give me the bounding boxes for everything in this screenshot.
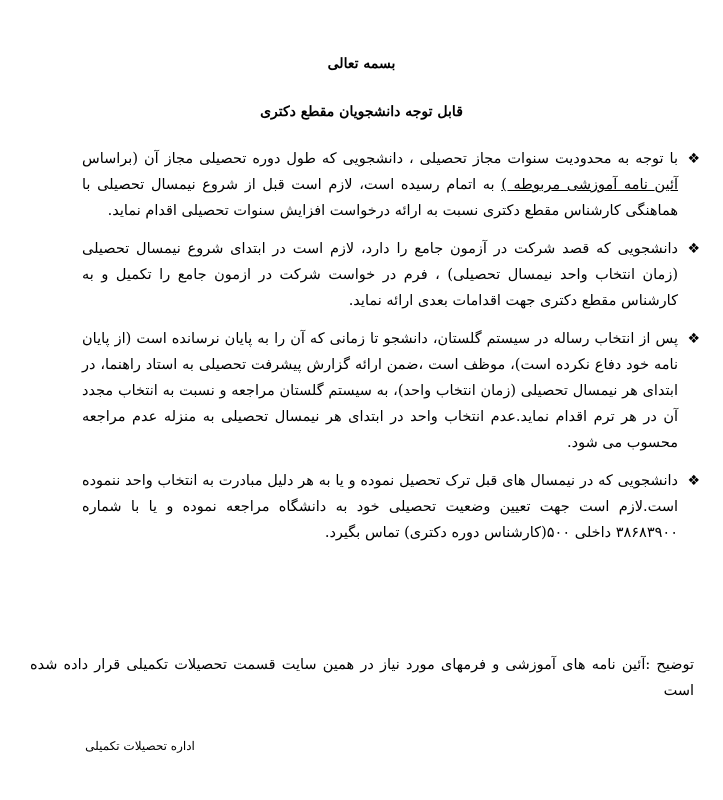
regulation-reference: آئین نامه آموزشی مربوطه ) bbox=[501, 177, 679, 193]
diamond-bullet-icon: ❖ bbox=[687, 473, 700, 489]
diamond-bullet-icon: ❖ bbox=[687, 331, 700, 347]
notice-item-extension bbox=[82, 146, 700, 224]
notice-item-text: دانشجویی که در نیمسال های قبل ترک تحصیل نموده و یا به هر دلیل مبادرت به انتخاب واحد ننموده است.لازم است جهت تعیین وضعیت تحصیلی خود به دانشگاه مراجعه نموده و یا با شماره ۳۸۶۸۳۹۰۰ داخلی ۵۰۰(کارشناس دوره دکتری) تماس بگیرد. bbox=[82, 473, 678, 541]
diamond-bullet-icon: ❖ bbox=[687, 241, 700, 257]
notice-item-dropout-status bbox=[82, 468, 700, 546]
notice-item-thesis-registration bbox=[82, 326, 700, 456]
notice-list bbox=[82, 146, 700, 546]
announcement-title: قابل توجه دانشجویان مقطع دکتری bbox=[260, 104, 463, 120]
basmala-heading: بسمه تعالی bbox=[327, 56, 396, 72]
notice-item-comprehensive-exam bbox=[82, 236, 700, 314]
office-signature: اداره تحصیلات تکمیلی bbox=[85, 739, 195, 753]
diamond-bullet-icon: ❖ bbox=[687, 151, 700, 167]
explanatory-note: توضیح :آئین نامه های آموزشی و فرمهای مورد نیاز در همین سایت قسمت تحصیلات تکمیلی قرار داده شده است bbox=[30, 657, 694, 699]
notice-item-text: پس از انتخاب رساله در سیستم گلستان، دانشجو تا زمانی که آن را به پایان نرسانده است (از پایان نامه خود دفاع نکرده است)، موظف است ،ضمن ارائه گزارش پیشرفت تحصیلی به استاد راهنما، در ابتدای هر نیمسال تحصیلی (زمان انتخاب واحد)، به سیستم گلستان مراجعه و نسبت به انتخاب مجدد آن در هر ترم اقدام نماید.عدم انتخاب واحد در ابتدای هر نیمسال تحصیلی به منزله عدم مراجعه محسوب می شود. bbox=[82, 331, 678, 451]
notice-item-text: دانشجویی که قصد شرکت در آزمون جامع را دارد، لازم است در ابتدای شروع نیمسال تحصیلی (زمان انتخاب واحد نیمسال تحصیلی) ، فرم در خواست شرکت در ازمون جامع را تکمیل و به کارشناس مقطع دکتری جهت اقدامات بعدی ارائه نماید. bbox=[82, 241, 678, 309]
notice-item-text: با توجه به محدودیت سنوات مجاز تحصیلی ، دانشجویی که طول دوره تحصیلی مجاز آن (براساس bbox=[82, 151, 678, 167]
notice-item-text-continued: به اتمام رسیده است، لازم است قبل از شروع نیمسال تحصیلی با هماهنگی کارشناس مقطع دکتری نسبت به ارائه درخواست افزایش سنوات تحصیلی اقدام نماید. bbox=[82, 177, 678, 219]
